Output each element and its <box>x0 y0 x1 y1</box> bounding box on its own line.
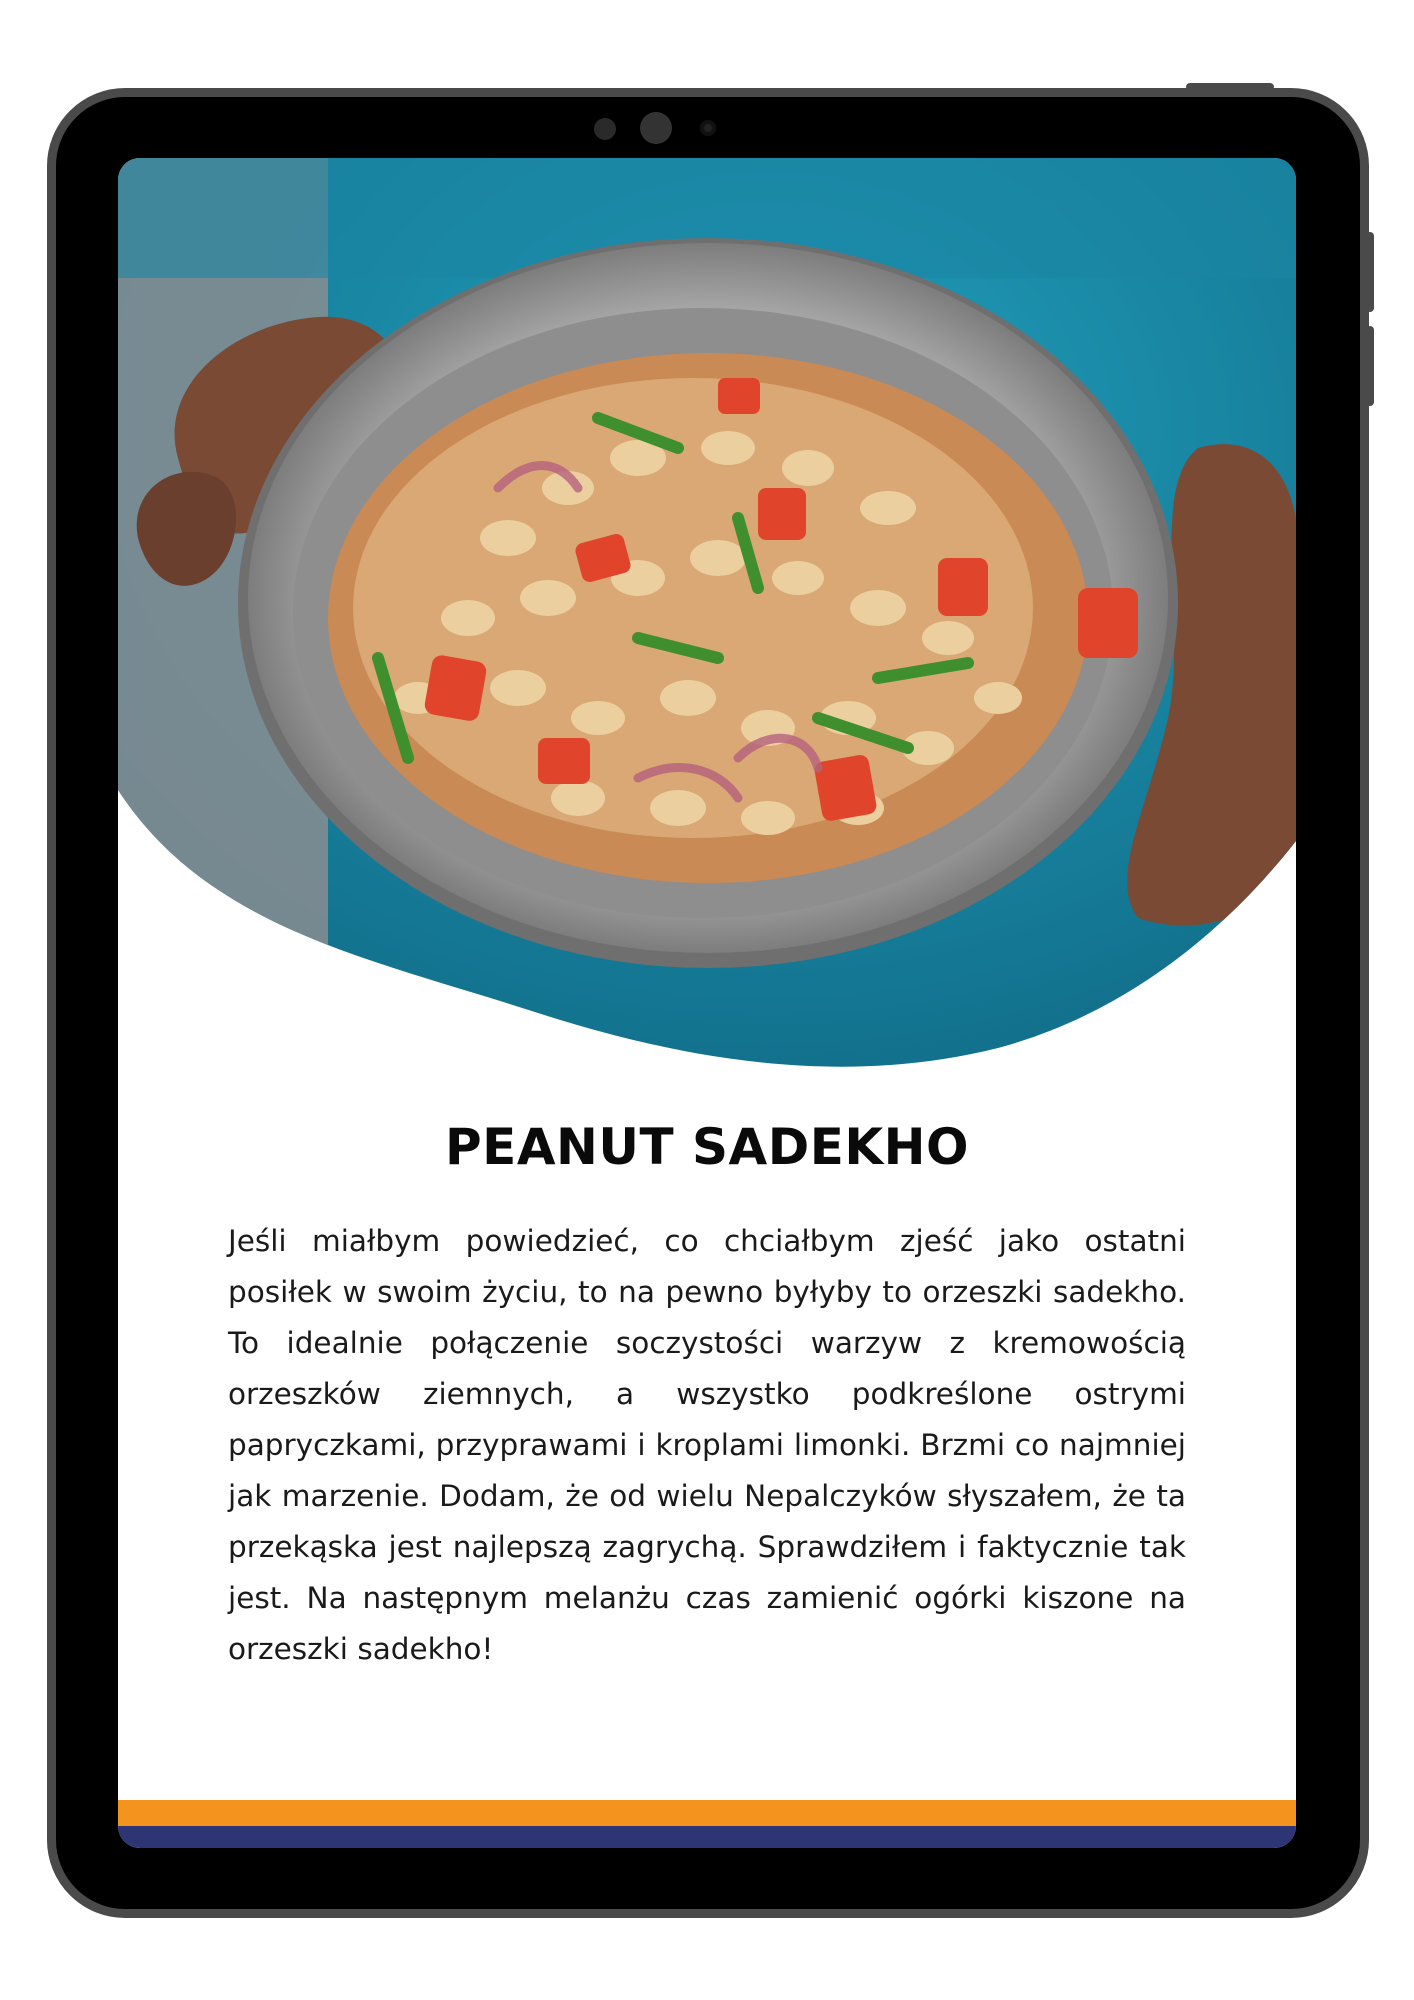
accent-stripe-orange <box>118 1800 1296 1826</box>
recipe-title: PEANUT SADEKHO <box>445 1118 969 1176</box>
sensor-dot-icon <box>594 118 616 140</box>
hero-food-image <box>118 158 1296 1078</box>
light-sensor-icon <box>700 120 716 136</box>
front-camera-icon <box>640 112 672 144</box>
volume-down-button <box>1366 326 1374 406</box>
tablet-screen <box>118 158 1296 1848</box>
volume-up-button <box>1366 232 1374 312</box>
accent-stripe-navy <box>118 1826 1296 1848</box>
recipe-description: Jeśli miałbym powiedzieć, co chciałbym zjeść jako ostatni posiłek w swoim życiu, to na pewno byłyby to orzeszki sadekho. To idealnie połączenie soczystości warzyw z kremowością orzeszków ziemnych, a wszystko podkreślone ostrymi papryczkami, przyprawami i kroplami limonki. Brzmi co najmniej jak marzenie. Dodam, że od wielu Nepalczyków słyszałem, że ta przekąska jest najlepszą zagrychą. Sprawdziłem i faktycznie tak jest. Na następnym melanżu czas zamienić ogórki kiszone na orzeszki sadekho! <box>228 1224 1186 1666</box>
power-button <box>1186 83 1274 91</box>
